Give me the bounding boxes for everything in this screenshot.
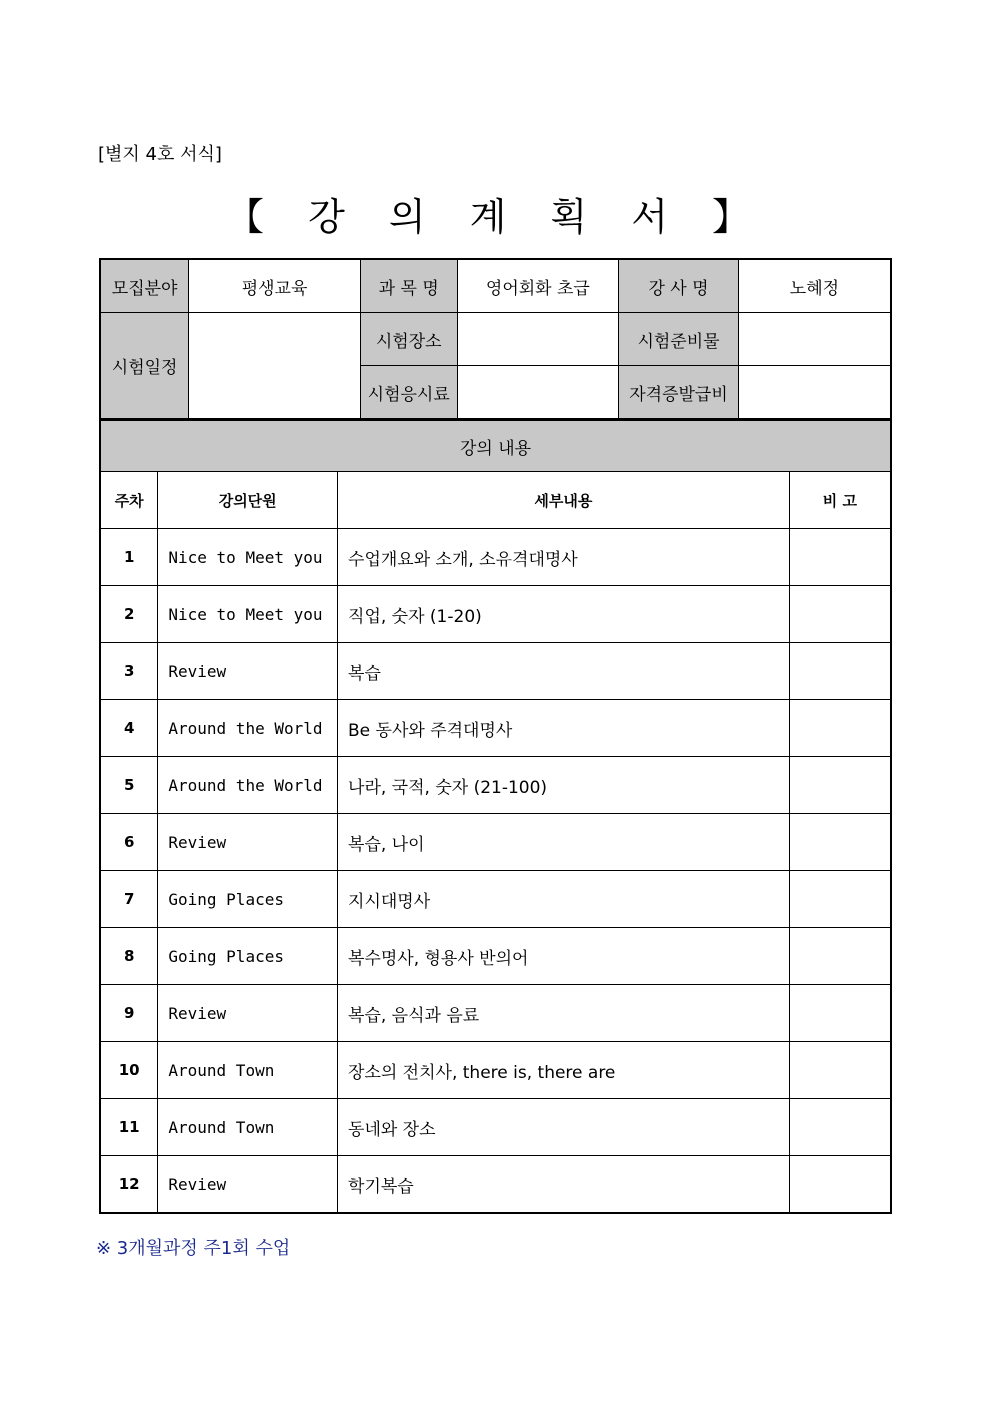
- row-unit: Around the World: [158, 700, 338, 757]
- row-week: 4: [100, 700, 158, 757]
- exam-supplies-label: 시험준비물: [619, 313, 739, 366]
- exam-fee-label: 시험응시료: [360, 366, 457, 420]
- table-row: [100, 985, 891, 1042]
- col-detail: 세부내용: [338, 472, 790, 529]
- form-number: [별지 4호 서식]: [98, 144, 222, 165]
- row-unit: Going Places: [158, 871, 338, 928]
- row-unit: Around the World: [158, 757, 338, 814]
- exam-supplies-value: [738, 313, 891, 366]
- row-unit: Review: [158, 643, 338, 700]
- cert-fee-label: 자격증발급비: [619, 366, 739, 420]
- exam-place-value: [457, 313, 619, 366]
- exam-schedule-value: [189, 313, 361, 420]
- row-detail: 수업개요와 소개, 소유격대명사: [338, 529, 790, 586]
- row-note: [789, 985, 891, 1042]
- table-row: [100, 1156, 891, 1214]
- row-week: 9: [100, 985, 158, 1042]
- table-row: [100, 643, 891, 700]
- exam-schedule-label: 시험일정: [100, 313, 189, 420]
- table-row: [100, 814, 891, 871]
- row-note: [789, 757, 891, 814]
- row-week: 1: [100, 529, 158, 586]
- row-unit: Around Town: [158, 1099, 338, 1156]
- table-row: [100, 700, 891, 757]
- row-detail: 학기복습: [338, 1156, 790, 1214]
- row-detail: 나라, 국적, 숫자 (21-100): [338, 757, 790, 814]
- table-row: [100, 1099, 891, 1156]
- table-row: [100, 586, 891, 643]
- row-week: 2: [100, 586, 158, 643]
- table-row: [100, 928, 891, 985]
- row-detail: 동네와 장소: [338, 1099, 790, 1156]
- row-detail: 장소의 전치사, there is, there are: [338, 1042, 790, 1099]
- row-week: 7: [100, 871, 158, 928]
- footnote: ※ 3개월과정 주1회 수업: [96, 1238, 291, 1259]
- row-note: [789, 586, 891, 643]
- exam-place-label: 시험장소: [360, 313, 457, 366]
- row-week: 3: [100, 643, 158, 700]
- exam-fee-value: [457, 366, 619, 420]
- row-unit: Around Town: [158, 1042, 338, 1099]
- row-detail: 복습, 나이: [338, 814, 790, 871]
- subject-value: 영어회화 초급: [457, 259, 619, 313]
- row-week: 10: [100, 1042, 158, 1099]
- row-unit: Review: [158, 1156, 338, 1214]
- instructor-label: 강 사 명: [619, 259, 739, 313]
- course-info-table: [99, 258, 892, 420]
- row-note: [789, 700, 891, 757]
- plan-rows: [100, 529, 891, 1214]
- plan-section-title: 강의 내용: [100, 420, 891, 472]
- row-detail: 복습: [338, 643, 790, 700]
- instructor-value: 노혜정: [738, 259, 891, 313]
- row-note: [789, 1042, 891, 1099]
- row-week: 11: [100, 1099, 158, 1156]
- row-detail: 직업, 숫자 (1-20): [338, 586, 790, 643]
- row-detail: Be 동사와 주격대명사: [338, 700, 790, 757]
- row-unit: Going Places: [158, 928, 338, 985]
- row-unit: Review: [158, 985, 338, 1042]
- row-note: [789, 1156, 891, 1214]
- field-label: 모집분야: [100, 259, 189, 313]
- col-unit: 강의단원: [158, 472, 338, 529]
- row-unit: Nice to Meet you: [158, 586, 338, 643]
- row-note: [789, 529, 891, 586]
- row-detail: 복수명사, 형용사 반의어: [338, 928, 790, 985]
- row-note: [789, 871, 891, 928]
- document-title: 【 강 의 계 획 서 】: [225, 195, 766, 239]
- col-note: 비 고: [789, 472, 891, 529]
- row-note: [789, 928, 891, 985]
- row-detail: 복습, 음식과 음료: [338, 985, 790, 1042]
- table-row: [100, 757, 891, 814]
- table-row: [100, 1042, 891, 1099]
- cert-fee-value: [738, 366, 891, 420]
- table-row: [100, 529, 891, 586]
- lecture-plan-table: [99, 419, 892, 1214]
- row-note: [789, 1099, 891, 1156]
- col-week: 주차: [100, 472, 158, 529]
- row-week: 12: [100, 1156, 158, 1214]
- row-unit: Nice to Meet you: [158, 529, 338, 586]
- table-row: [100, 871, 891, 928]
- row-note: [789, 643, 891, 700]
- row-detail: 지시대명사: [338, 871, 790, 928]
- row-week: 8: [100, 928, 158, 985]
- subject-label: 과 목 명: [360, 259, 457, 313]
- row-unit: Review: [158, 814, 338, 871]
- row-week: 5: [100, 757, 158, 814]
- row-week: 6: [100, 814, 158, 871]
- row-note: [789, 814, 891, 871]
- field-value: 평생교육: [189, 259, 361, 313]
